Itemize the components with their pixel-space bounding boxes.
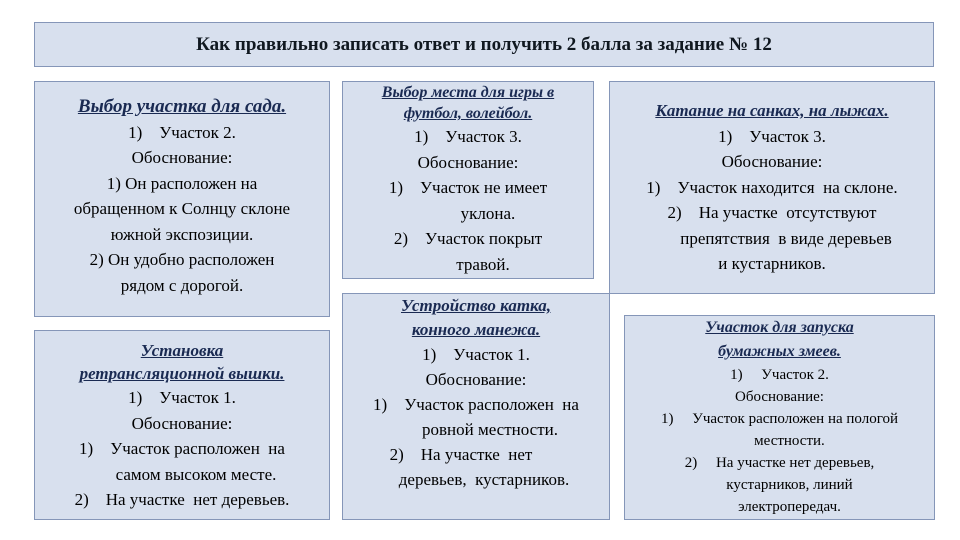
card-line: южной экспозиции. — [110, 224, 254, 244]
card-reason-label: Обоснование: — [425, 370, 527, 389]
card-answer: 1) Участок 3. — [718, 126, 826, 146]
card-header: футбол, волейбол. — [403, 105, 533, 122]
card-answer: 1) Участок 1. — [128, 388, 236, 407]
card-header: Выбор места для игры в — [381, 84, 555, 101]
card-line: 1) Участок расположен на — [79, 439, 285, 458]
card-football — [342, 81, 594, 279]
card-line: 1) Участок находится на склоне. — [646, 177, 898, 197]
card-answer: 1) Участок 1. — [422, 345, 530, 364]
card-header: бумажных змеев. — [718, 343, 841, 360]
card-line: 2) На участке нет деревьев, — [684, 455, 875, 471]
card-answer: 1) Участок 2. — [128, 122, 236, 142]
card-line: ровной местности. — [421, 420, 559, 439]
card-line: 2) На участке нет деревьев. — [74, 490, 290, 509]
card-sledding — [609, 81, 935, 294]
card-line: деревьев, кустарников. — [398, 470, 570, 489]
card-reason-label: Обоснование: — [735, 389, 824, 405]
card-line: 2) Участок покрыт — [393, 229, 543, 248]
card-header: Катание на санках, на лыжах. — [655, 101, 889, 120]
card-line: 2) На участке нет — [389, 445, 533, 464]
card-kites — [624, 315, 935, 520]
card-line: местности. — [754, 433, 825, 449]
card-reason-label: Обоснование: — [721, 152, 823, 171]
card-tower — [34, 330, 330, 520]
card-line: препятствия в виде деревьев — [680, 228, 892, 248]
card-line: 1) Он расположен на — [106, 173, 258, 193]
card-line: электропередач. — [738, 499, 841, 515]
card-reason-label: Обоснование: — [417, 152, 519, 172]
card-line: травой. — [456, 254, 510, 274]
card-line: обращенном к Солнцу склоне — [73, 199, 291, 218]
card-line: 1) Участок расположен на — [373, 395, 579, 414]
card-answer: 1) Участок 2. — [730, 367, 829, 383]
card-reason-label: Обоснование: — [131, 148, 233, 167]
card-header: Установка — [140, 341, 224, 360]
card-line: 2) Он удобно расположен — [89, 250, 275, 269]
card-header: Устройство катка, — [400, 296, 551, 315]
card-line: самом высоком месте. — [115, 464, 277, 484]
card-line: рядом с дорогой. — [120, 275, 244, 295]
card-rink — [342, 293, 610, 520]
card-reason-label: Обоснование: — [131, 413, 233, 433]
card-line: и кустарников. — [718, 254, 826, 273]
page-title: Как правильно записать ответ и получить 2 балла за задание № 12 — [196, 33, 772, 55]
card-garden — [34, 81, 330, 317]
card-line: 1) Участок не имеет — [388, 178, 548, 197]
card-line: уклона. — [460, 203, 516, 223]
card-line: кустарников, линий — [726, 477, 853, 493]
card-header: ретрансляционной вышки. — [79, 364, 285, 383]
card-header: конного манежа. — [411, 320, 541, 339]
card-answer: 1) Участок 3. — [414, 127, 522, 146]
card-header: Выбор участка для сада. — [77, 96, 287, 117]
title-banner — [34, 22, 934, 67]
card-line: 2) На участке отсутствуют — [667, 203, 877, 222]
card-header: Участок для запуска — [705, 319, 854, 336]
card-line: 1) Участок расположен на пологой — [660, 411, 899, 427]
